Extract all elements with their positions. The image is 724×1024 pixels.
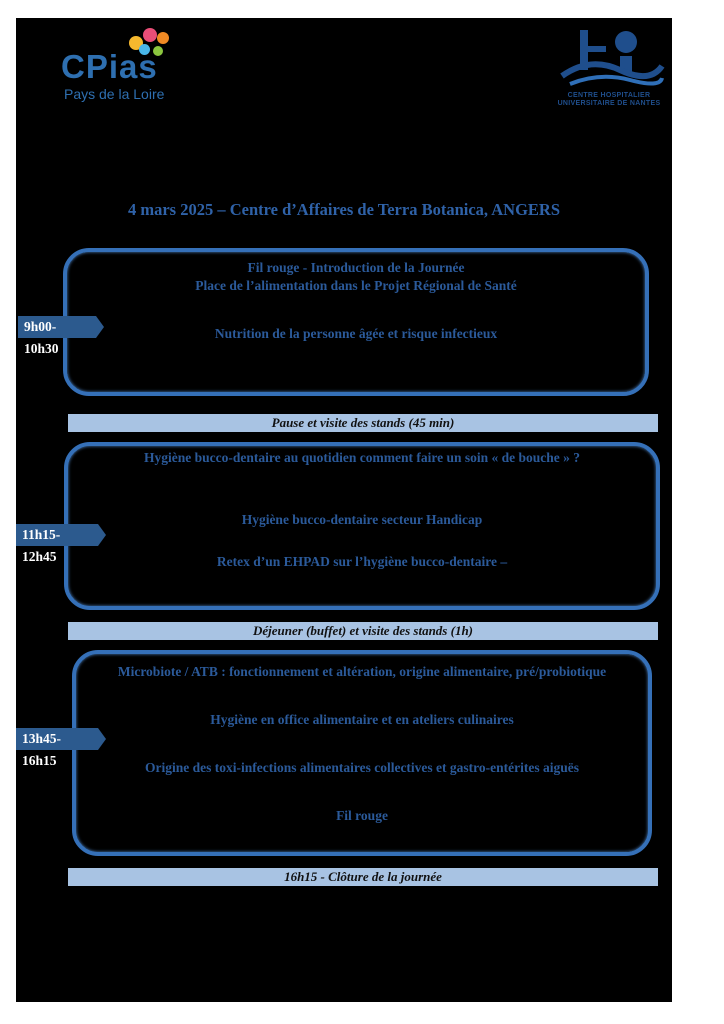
session-item: Fil rouge - Introduction de la Journée <box>247 260 465 275</box>
session-box-afternoon <box>72 650 652 856</box>
time-tag-afternoon: 13h45-16h15 <box>16 728 98 750</box>
session-item: Origine des toxi-infections alimentaires collectives et gastro-entérites aiguës <box>144 760 580 775</box>
program-page <box>16 18 672 1002</box>
session-item: Nutrition de la personne âgée et risque infectieux <box>214 326 498 341</box>
session-item: Hygiène en office alimentaire et en ateliers culinaires <box>210 712 514 727</box>
chu-logo-text <box>550 92 668 108</box>
session-item: Hygiène bucco-dentaire au quotidien comment faire un soin « de bouche » ? <box>143 450 580 465</box>
cpias-logo-word: CPias <box>61 48 158 85</box>
chu-emblem-icon <box>550 26 668 90</box>
chu-nantes-logo <box>550 26 668 116</box>
break-bar-lunch: Déjeuner (buffet) et visite des stands (1h) <box>68 622 658 640</box>
event-date-location: 4 mars 2025 – Centre d’Affaires de Terra Botanica, ANGERS <box>127 200 561 219</box>
session-item: Microbiote / ATB : fonctionnement et altération, origine alimentaire, pré/probiotique <box>117 664 607 679</box>
cpias-logo <box>61 26 181 106</box>
session-box-late-morning <box>64 442 660 610</box>
logo-dot-orange <box>157 32 169 44</box>
session-item: Fil rouge <box>336 808 388 823</box>
session-item: Hygiène bucco-dentaire secteur Handicap <box>241 512 483 527</box>
session-box-morning <box>63 248 649 396</box>
cpias-logo-subtitle: Pays de la Loire <box>64 86 165 102</box>
session-item: Place de l’alimentation dans le Projet Régional de Santé <box>195 278 517 293</box>
time-tag-morning: 9h00-10h30 <box>18 316 96 338</box>
chu-logo-line1: CENTRE HOSPITALIER <box>567 92 651 99</box>
time-tag-late-morning: 11h15-12h45 <box>16 524 98 546</box>
session-item: Retex d’un EHPAD sur l’hygiène bucco-dentaire – <box>216 554 508 569</box>
chu-logo-line2: UNIVERSITAIRE DE NANTES <box>557 100 661 107</box>
logo-dot-pink <box>143 28 157 42</box>
break-bar-pause: Pause et visite des stands (45 min) <box>68 414 658 432</box>
break-bar-closing: 16h15 - Clôture de la journée <box>68 868 658 886</box>
